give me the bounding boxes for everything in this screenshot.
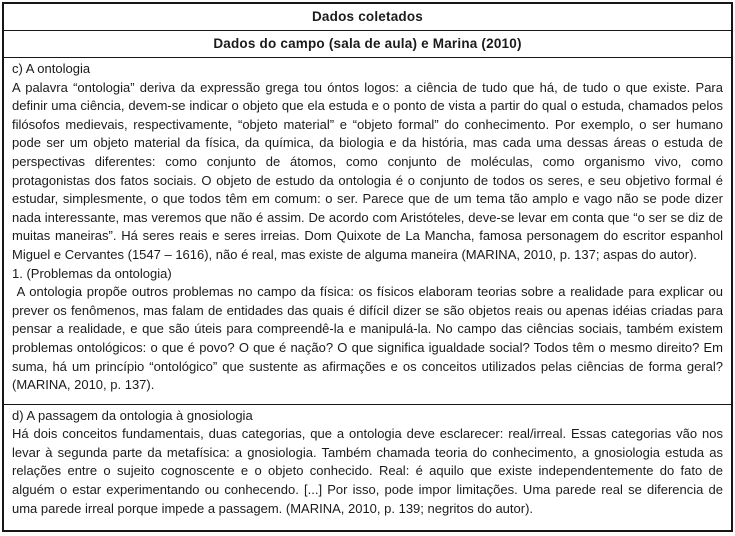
table-row-gnosiologia	[4, 405, 731, 530]
section-d-title: d) A passagem da ontologia à gnosiologia	[12, 407, 253, 423]
section-problemas-title: 1. (Problemas da ontologia)	[12, 265, 172, 281]
table-subtitle: Dados do campo (sala de aula) e Marina (2010)	[213, 36, 522, 51]
table-title-row	[4, 4, 731, 31]
section-problemas-body: A ontologia propõe outros problemas no campo da física: os físicos elaboram teorias sobre a realidade para explicar ou prever os fenômenos, mas falam de entidades das quais é difícil dizer se são objetos reais ou apenas idéias criadas para pensar a realidade, e que são úteis para compreendê-la e manipulá-la. No campo das ciências sociais, também existem problemas ontológicos: o que é povo? O que é nação? O que significa igualdade social? Todos têm o mesmo direito? Em suma, há um princípio “ontológico” que sustente as afirmações e os conceitos utilizados pelas ciências de forma geral? (MARINA, 2010, p. 137).	[12, 284, 727, 393]
collected-data-table	[2, 2, 733, 532]
section-d-body: Há dois conceitos fundamentais, duas categorias, que a ontologia deve esclarecer: real/irreal. Essas categorias vão nos levar à segunda parte da metafísica: a gnosiologia. Também chamada teoria do conhecimento, a gnosiologia estuda as relações entre o sujeito cognoscente e o objeto conhecido. Real: é aquilo que existe independentemente do fato de alguém o estar experimentando ou conhecendo. [...] Por isso, pode impor limitações. Uma parede real se diferencia de uma parede irreal porque impede a passagem. (MARINA, 2010, p. 139; negritos do autor).	[12, 426, 727, 516]
section-c-title: c) A ontologia	[12, 61, 91, 76]
table-title: Dados coletados	[311, 9, 424, 24]
table-row-ontologia	[4, 58, 731, 405]
table-subtitle-row	[4, 31, 731, 58]
section-c-body: A palavra “ontologia” deriva da expressão grega tou óntos logos: a ciência de tudo que há, de tudo o que existe. Para definir uma ciência, devem-se indicar o objeto que ela estuda e o ponto de vista a partir do qual o estuda, chamados pelos filósofos medievais, respectivamente, “objeto material” e “objeto formal” do conhecimento. Por exemplo, o ser humano pode ser um objeto material da física, da química, da biologia e da história, mas cada uma dessas áreas o estuda de perspectivas diferentes: como conjunto de átomos, como conjunto de moléculas, como organismo vivo, como protagonistas dos fatos sociais. O objeto de estudo da ontologia é o conjunto de todos os seres, e seu objetivo formal é estudar, simplesmente, o que todos têm em comum: o ser. Parece que de um tema tão amplo e vago não se pode dizer nada interessante, mas veremos que não é assim. De acordo com Aristóteles, deve-se levar em conta que “o ser se diz de muitas maneiras”. Há seres reais e seres irreias. Dom Quixote de La Mancha, famosa personagem do escritor espanhol Miguel e Cervantes (1547 – 1616), não é real, mas existe de alguma maneira (MARINA, 2010, p. 137; aspas do autor).	[12, 79, 727, 262]
